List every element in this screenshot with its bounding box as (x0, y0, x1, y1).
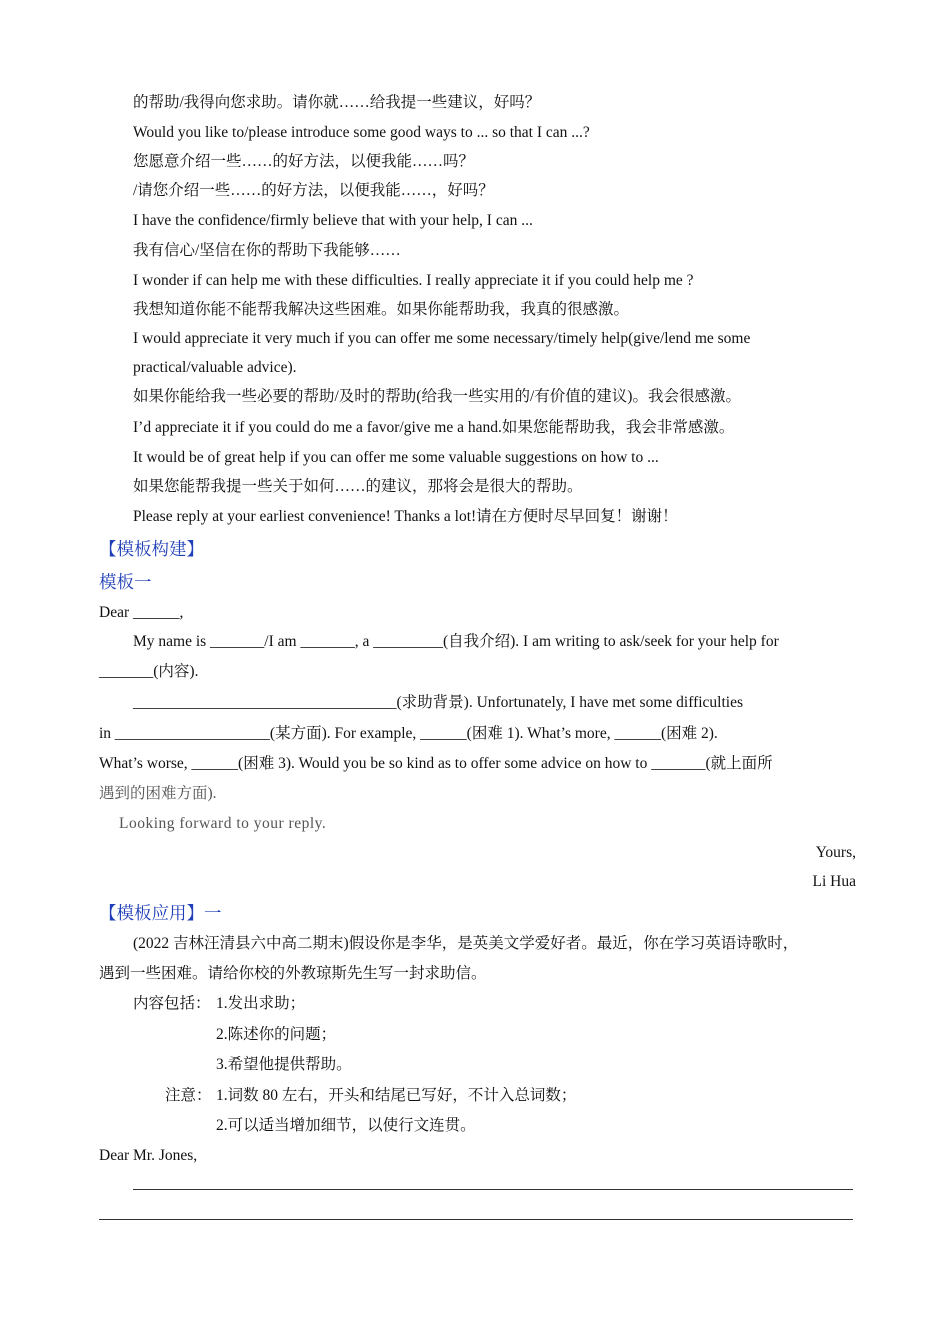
letter-paragraph-line: 遇到的困难方面). (99, 785, 217, 802)
phrase-line: Please reply at your earliest convenience! Thanks a lot!请在方便时尽早回复！谢谢！ (133, 508, 678, 525)
phrase-line: I would appreciate it very much if you can offer me some necessary/timely help(give/lend me some (133, 330, 751, 347)
letter-closing: Looking forward to your reply. (119, 815, 327, 832)
phrase-line: 的帮助/我得向您求助。请你就……给我提一些建议，好吗？ (133, 94, 541, 111)
phrase-line: practical/valuable advice). (133, 359, 297, 376)
answer-writing-line (133, 1189, 853, 1190)
content-item: 2.陈述你的问题； (216, 1026, 337, 1043)
task-prompt-line: 遇到一些困难。请给你校的外教琼斯先生写一封求助信。 (99, 965, 487, 982)
content-item: 1.发出求助； (216, 995, 306, 1012)
letter-paragraph-line: _______(内容). (99, 663, 199, 680)
template-subheading: 模板一 (99, 572, 152, 592)
note-item: 1.词数 80 左右，开头和结尾已写好，不计入总词数； (216, 1087, 577, 1104)
phrase-line: 如果你能给我一些必要的帮助/及时的帮助(给我一些实用的/有价值的建议)。我会很感激。 (133, 388, 741, 405)
content-label: 内容包括： (133, 995, 211, 1012)
letter-signature: Li Hua (812, 873, 856, 890)
letter-paragraph-line: What’s worse, ______(困难 3). Would you be so kind as to offer some advice on how to _______(就上面所 (99, 755, 773, 772)
content-item: 3.希望他提供帮助。 (216, 1056, 352, 1073)
phrase-line: I have the confidence/firmly believe that with your help, I can ... (133, 212, 533, 229)
phrase-line: It would be of great help if you can offer me some valuable suggestions on how to ... (133, 449, 659, 466)
phrase-line: Would you like to/please introduce some good ways to ... so that I can ...? (133, 124, 590, 141)
phrase-line: I wonder if can help me with these difficulties. I really appreciate it if you could help me ? (133, 272, 694, 289)
note-item: 2.可以适当增加细节，以使行文连贯。 (216, 1117, 476, 1134)
phrase-line: 您愿意介绍一些……的好方法，以便我能……吗？ (133, 153, 475, 170)
answer-salutation: Dear Mr. Jones, (99, 1147, 198, 1164)
phrase-line: /请您介绍一些……的好方法，以便我能……，好吗？ (133, 182, 494, 199)
answer-writing-line (99, 1219, 853, 1220)
task-prompt-line: (2022 吉林汪清县六中高二期末)假设你是李华，是英美文学爱好者。最近，你在学习英语诗歌时， (133, 935, 799, 952)
letter-paragraph-line: My name is _______/I am _______, a _________(自我介绍). I am writing to ask/seek for your help for (133, 633, 779, 650)
letter-paragraph-line: in ____________________(某方面). For example, ______(困难 1). What’s more, ______(困难 2). (99, 725, 718, 742)
phrase-line: I’d appreciate it if you could do me a favor/give me a hand.如果您能帮助我，我会非常感激。 (133, 419, 735, 436)
section-heading-application: 【模板应用】一 (99, 903, 222, 923)
phrase-line: 如果您能帮我提一些关于如何……的建议，那将会是很大的帮助。 (133, 478, 583, 495)
phrase-line: 我有信心/坚信在你的帮助下我能够…… (133, 242, 401, 259)
phrase-line: 我想知道你能不能帮我解决这些困难。如果你能帮助我，我真的很感激。 (133, 301, 630, 318)
letter-signoff: Yours, (815, 844, 856, 861)
letter-paragraph-line: __________________________________(求助背景). Unfortunately, I have met some difficulties (133, 694, 744, 711)
letter-salutation: Dear ______, (99, 604, 184, 621)
section-heading-template: 【模板构建】 (99, 539, 204, 559)
note-label: 注意： (165, 1087, 212, 1104)
